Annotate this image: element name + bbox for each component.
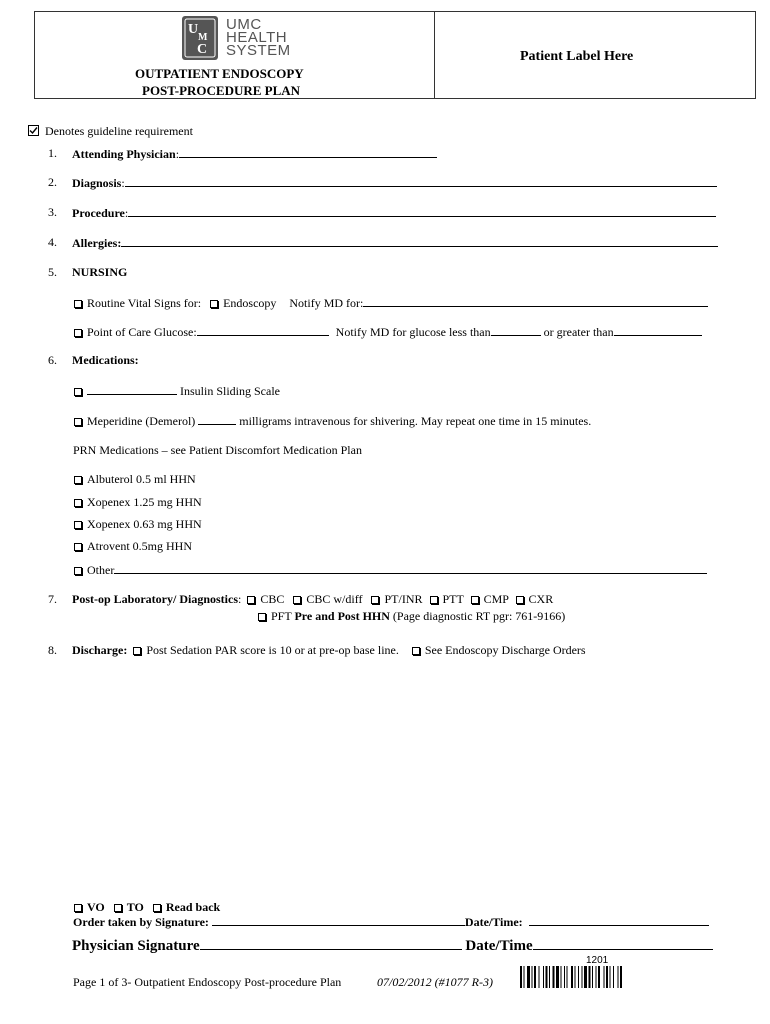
meperidine-checkbox[interactable] — [74, 418, 82, 426]
patient-label: Patient Label Here — [520, 49, 634, 64]
logo-mark-m: M — [198, 32, 208, 43]
physician-signature-field[interactable] — [200, 936, 462, 950]
cbc-diff-label: CBC w/diff — [306, 592, 363, 606]
vitals-checkbox[interactable] — [74, 300, 82, 308]
par-score-checkbox[interactable] — [133, 647, 141, 655]
other-checkbox[interactable] — [74, 567, 82, 575]
endoscopy-label: Endoscopy — [223, 296, 277, 310]
glucose-high-field[interactable] — [614, 324, 702, 336]
read-back-checkbox[interactable] — [153, 904, 161, 912]
title-line-2: POST-PROCEDURE PLAN — [142, 83, 301, 98]
glucose-field[interactable] — [197, 324, 329, 336]
attending-physician-label: Attending Physician — [72, 147, 176, 161]
xopenex-063-checkbox[interactable] — [74, 521, 82, 529]
discharge-orders-label: See Endoscopy Discharge Orders — [424, 643, 586, 657]
albuterol-checkbox[interactable] — [74, 476, 82, 484]
cmp-label: CMP — [483, 592, 509, 606]
insulin-field[interactable] — [87, 383, 177, 395]
item-number: 6. — [48, 353, 57, 367]
cbc-diff-checkbox[interactable] — [293, 596, 301, 604]
other-label: Other — [87, 563, 115, 577]
logo-mark-c: C — [197, 42, 208, 57]
physician-date-time-field[interactable] — [533, 936, 713, 950]
allergies-field[interactable] — [121, 235, 718, 247]
insulin-label: Insulin Sliding Scale — [180, 384, 280, 398]
order-date-time-label: Date/Time: — [464, 915, 523, 929]
physician-signature-row — [72, 936, 713, 955]
diagnosis-label: Diagnosis — [72, 176, 122, 190]
pft-label: PFT — [271, 609, 292, 623]
glucose-checkbox[interactable] — [74, 329, 82, 337]
procedure-label: Procedure — [72, 206, 125, 220]
or-greater-label: or greater than — [543, 325, 614, 339]
pft-checkbox[interactable] — [258, 613, 266, 621]
item-number: 5. — [48, 265, 57, 279]
xopenex-063-row — [74, 517, 202, 531]
legend — [28, 124, 193, 138]
albuterol-label: Albuterol 0.5 ml HHN — [87, 472, 196, 486]
legend-text: Denotes guideline requirement — [45, 124, 193, 138]
pt-inr-label: PT/INR — [384, 592, 423, 606]
glucose-label: Point of Care Glucose: — [87, 325, 197, 339]
xopenex-125-row — [74, 495, 202, 509]
page-footer: Page 1 of 3- Outpatient Endoscopy Post-procedure Plan — [73, 975, 342, 989]
title-line-1: OUTPATIENT ENDOSCOPY — [135, 66, 304, 81]
xopenex-125-checkbox[interactable] — [74, 499, 82, 507]
notify-md-label: Notify MD for: — [289, 296, 364, 310]
read-back-label: Read back — [165, 900, 221, 914]
to-label: TO — [126, 900, 144, 914]
logo-line-3: SYSTEM — [226, 42, 291, 59]
attending-physician-field[interactable] — [179, 146, 437, 158]
order-date-time-field[interactable] — [529, 914, 709, 926]
checked-box-icon — [28, 125, 39, 136]
vo-checkbox[interactable] — [74, 904, 82, 912]
to-checkbox[interactable] — [114, 904, 122, 912]
meperidine-instructions: milligrams intravenous for shivering. May repeat one time in 15 minutes. — [239, 414, 592, 428]
umc-logo — [180, 14, 300, 64]
insulin-checkbox[interactable] — [74, 388, 82, 396]
barcode-number: 1201 — [586, 955, 609, 966]
item-number: 8. — [48, 643, 57, 657]
meperidine-row — [74, 413, 591, 428]
readback-row — [74, 900, 220, 914]
insulin-row — [74, 383, 280, 398]
xopenex-063-label: Xopenex 0.63 mg HHN — [87, 517, 202, 531]
item-number: 7. — [48, 592, 57, 606]
cmp-checkbox[interactable] — [471, 596, 479, 604]
xopenex-125-label: Xopenex 1.25 mg HHN — [87, 495, 202, 509]
albuterol-row — [74, 472, 196, 486]
diagnosis-field[interactable] — [125, 175, 717, 187]
physician-signature-label: Physician Signature — [72, 938, 200, 954]
procedure-field[interactable] — [128, 205, 716, 217]
other-row — [74, 562, 707, 577]
endoscopy-checkbox[interactable] — [210, 300, 218, 308]
notify-glucose-label: Notify MD for glucose less than — [335, 325, 491, 339]
nursing-label: NURSING — [72, 265, 128, 279]
vitals-row — [74, 295, 708, 310]
discharge-orders-checkbox[interactable] — [412, 647, 420, 655]
atrovent-label: Atrovent 0.5mg HHN — [87, 539, 192, 553]
logo-line-2: HEALTH — [226, 29, 288, 46]
pft-pager-note: (Page diagnostic RT pgr: 761-9166) — [392, 609, 566, 623]
par-score-label: Post Sedation PAR score is 10 or at pre-op base line. — [146, 643, 399, 657]
logo-line-1: UMC — [226, 16, 262, 33]
vo-label: VO — [87, 900, 105, 914]
pt-inr-checkbox[interactable] — [371, 596, 379, 604]
prn-note: PRN Medications – see Patient Discomfort Medication Plan — [73, 443, 362, 457]
cbc-checkbox[interactable] — [247, 596, 255, 604]
pft-row — [258, 609, 565, 623]
order-taken-row — [73, 914, 709, 929]
cxr-label: CXR — [528, 592, 554, 606]
glucose-low-field[interactable] — [491, 324, 541, 336]
item-number: 1. — [48, 146, 57, 160]
cbc-label: CBC — [260, 592, 285, 606]
lab-diagnostics-label: Post-op Laboratory/ Diagnostics — [72, 592, 238, 606]
atrovent-row — [74, 539, 192, 553]
logo-mark-u: U — [188, 22, 199, 37]
medications-label: Medications: — [72, 353, 139, 367]
notify-md-field[interactable] — [363, 295, 708, 307]
item-number: 3. — [48, 205, 57, 219]
cxr-checkbox[interactable] — [516, 596, 524, 604]
ptt-label: PTT — [442, 592, 464, 606]
header-divider — [434, 11, 435, 99]
ptt-checkbox[interactable] — [430, 596, 438, 604]
logo-wordmark — [226, 18, 291, 57]
other-field[interactable] — [114, 562, 707, 574]
allergies-label: Allergies: — [72, 236, 122, 250]
pft-bold-label: Pre and Post HHN — [294, 609, 390, 623]
meperidine-dose-field[interactable] — [198, 413, 236, 425]
meperidine-label: Meperidine (Demerol) — [87, 414, 196, 428]
order-taken-field[interactable] — [212, 914, 465, 926]
physician-date-time-label: Date/Time — [465, 938, 533, 954]
glucose-row — [74, 324, 702, 339]
item-number: 4. — [48, 235, 57, 249]
discharge-label: Discharge: — [72, 643, 128, 657]
atrovent-checkbox[interactable] — [74, 543, 82, 551]
barcode-icon — [520, 966, 670, 988]
vitals-label: Routine Vital Signs for: — [87, 296, 202, 310]
item-number: 2. — [48, 175, 57, 189]
form-date-code: 07/02/2012 (#1077 R-3) — [377, 975, 493, 989]
order-taken-label: Order taken by Signature: — [73, 915, 209, 929]
